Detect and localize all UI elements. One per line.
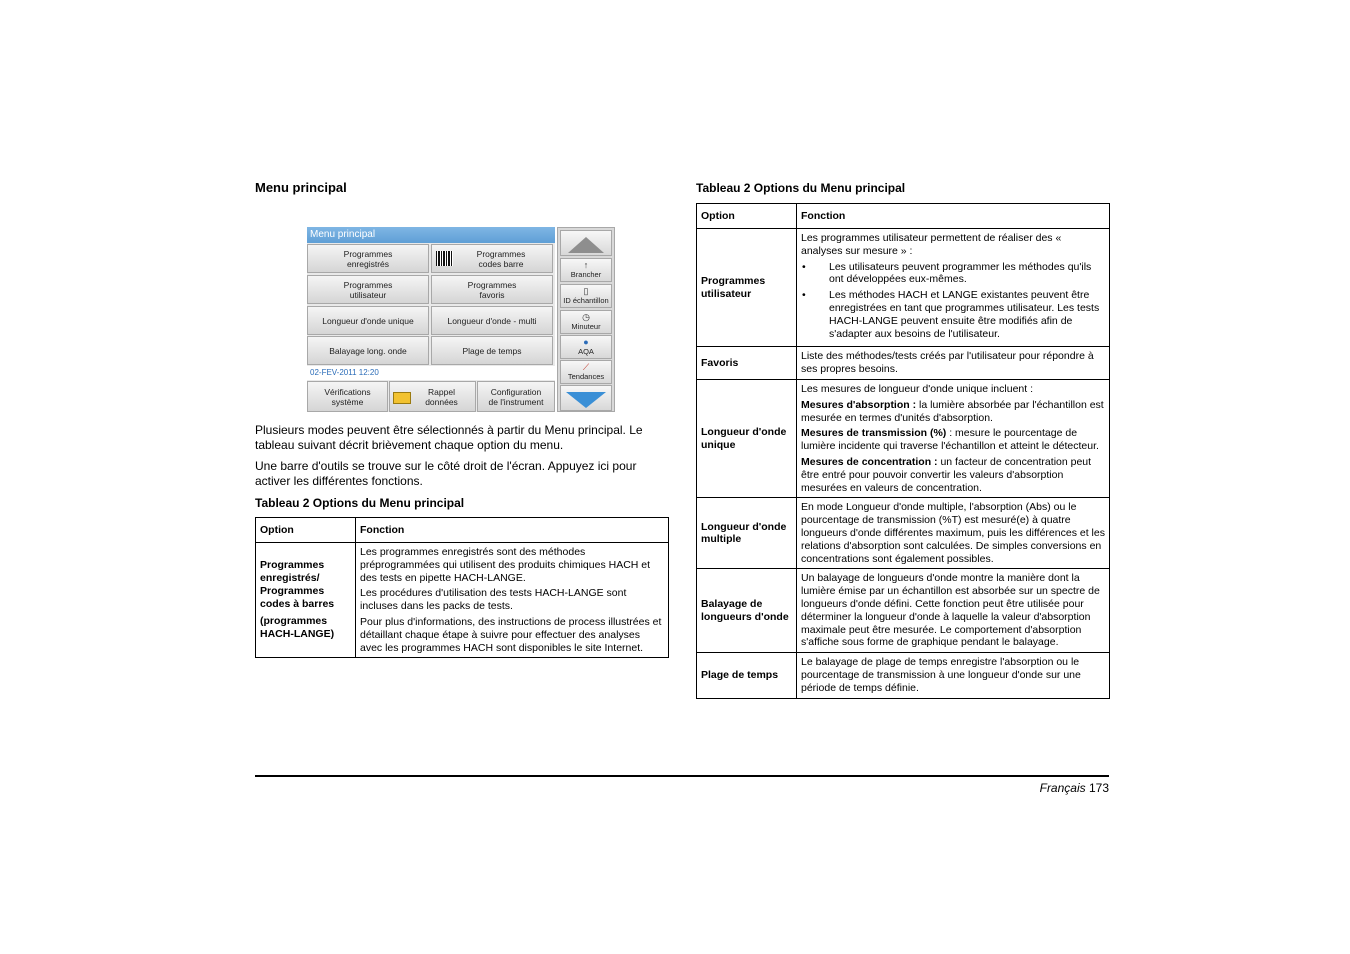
- time-course-button[interactable]: [431, 336, 553, 365]
- function-cell: [797, 379, 1110, 497]
- intro-paragraph: Plusieurs modes peuvent être sélectionnés à partir du Menu principal. Le tableau suivant décrit brièvement chaque option du menu.: [255, 423, 643, 452]
- description-text: [801, 427, 1105, 453]
- button-label-line1: Rappel: [428, 386, 455, 397]
- description-text: Les mesures de longueur d'onde unique incluent :: [801, 382, 1033, 395]
- button-label: Plage de temps: [462, 345, 522, 356]
- folder-icon: [393, 392, 411, 404]
- function-cell: [797, 653, 1110, 698]
- aqa-button[interactable]: [560, 335, 612, 359]
- screen-toolbar: [557, 227, 615, 412]
- option-note: (programmes HACH-LANGE): [260, 615, 335, 641]
- description-text: Liste des méthodes/tests créés par l'utilisateur pour répondre à ses propres besoins.: [801, 350, 1094, 376]
- description-text: [801, 399, 1105, 425]
- description-text: [801, 456, 1105, 494]
- option-cell: Favoris: [697, 347, 797, 380]
- description-text: En mode Longueur d'onde multiple, l'absorption (Abs) ou le pourcentage de transmission (%T) est mesuré(e) à quatre longueurs d'onde différentes maximum, puis les différences et les relations d'absorption sont calculées. De simples conversions en concentrations sont également possibles.: [801, 501, 1105, 565]
- term-text: : mesure le pourcentage de lumière incidente qui traverse l'échantillon et atteint le détecteur.: [801, 427, 1099, 453]
- table-row: [697, 379, 1110, 497]
- table-row: [697, 229, 1110, 347]
- toolbar-paragraph: Une barre d'outils se trouve sur le côté droit de l'écran. Appuyez ici pour activer les différentes fonctions.: [255, 459, 637, 488]
- timer-button[interactable]: [560, 310, 612, 334]
- term-text: la lumière absorbée par l'échantillon est mesurée en termes d'unités d'absorption.: [801, 398, 1104, 424]
- button-label-line2: codes barre: [478, 258, 524, 269]
- login-arrow-icon: ↑: [583, 260, 589, 270]
- header-option: Option: [256, 518, 356, 543]
- single-wavelength-button[interactable]: [307, 306, 429, 335]
- button-label: Longueur d'onde - multi: [447, 315, 537, 326]
- barcode-icon: [436, 251, 453, 266]
- table-row: [697, 498, 1110, 569]
- button-label-line2: système: [331, 396, 364, 407]
- instrument-setup-button[interactable]: [477, 381, 555, 412]
- footer-rule: [255, 775, 1109, 777]
- bullet-list: [801, 261, 1105, 341]
- description-text: Le balayage de plage de temps enregistre l'absorption ou le pourcentage de transmission à une longueur d'onde sur une période de temps définie.: [801, 656, 1081, 694]
- header-option: Option: [697, 204, 797, 229]
- function-cell: [356, 543, 669, 658]
- trends-button[interactable]: [560, 360, 612, 384]
- page-footer: [900, 781, 1109, 795]
- term-text: un facteur de concentration peut être entré pour pouvoir convertir les valeurs d'absorption mesurées en valeurs de concentration.: [801, 455, 1092, 494]
- table-row: [697, 569, 1110, 653]
- button-label-line1: Vérifications: [324, 386, 371, 397]
- screen-title-bar: Menu principal: [307, 227, 555, 243]
- button-label-line2: utilisateur: [349, 289, 387, 300]
- button-label-line2: enregistrés: [346, 258, 390, 269]
- option-cell: Balayage de longueurs d'onde: [697, 569, 797, 653]
- button-label-line1: Programmes: [343, 279, 393, 290]
- multi-wavelength-button[interactable]: [431, 306, 553, 335]
- button-label-line2: données: [425, 396, 458, 407]
- table-row: [697, 653, 1110, 698]
- button-label-line1: Programmes: [476, 248, 526, 259]
- right-table-caption: Tableau 2 Options du Menu principal: [696, 181, 906, 195]
- globe-icon: ●: [583, 337, 589, 347]
- sample-vial-icon: ▯: [583, 286, 589, 296]
- function-cell: [797, 347, 1110, 380]
- header-function: Fonction: [797, 204, 1110, 229]
- description-text: Les programmes utilisateur permettent de réaliser des « analyses sur mesure » :: [801, 232, 1062, 257]
- login-button[interactable]: [560, 258, 612, 282]
- option-cell: Longueur d'onde multiple: [697, 498, 797, 569]
- table-row: [256, 543, 669, 658]
- option-cell: Longueur d'onde unique: [697, 379, 797, 497]
- toolbar-label: Minuteur: [571, 322, 601, 331]
- button-label: Longueur d'onde unique: [322, 315, 414, 326]
- datetime-status: 02-FEV-2011 12:20: [307, 366, 555, 380]
- page-number: 173: [1088, 781, 1109, 795]
- term-label: Mesures d'absorption :: [801, 398, 917, 411]
- button-label-line2: favoris: [479, 289, 505, 300]
- toolbar-label: Tendances: [567, 372, 605, 381]
- toolbar-label: ID échantillon: [563, 296, 609, 305]
- system-checks-button[interactable]: [307, 381, 388, 412]
- table-row: [697, 347, 1110, 380]
- function-cell: [797, 229, 1110, 347]
- header-function: Fonction: [356, 518, 669, 543]
- option-cell: Programmes utilisateur: [697, 229, 797, 347]
- option-name: Programmes enregistrés/ Programmes codes à barres: [260, 559, 335, 610]
- options-table-left: [255, 517, 669, 658]
- button-label-line1: Configuration: [490, 386, 542, 397]
- option-cell: [256, 543, 356, 658]
- function-cell: [797, 498, 1110, 569]
- stored-programs-button[interactable]: [307, 244, 429, 273]
- arrow-down-icon: [566, 392, 606, 408]
- sample-id-button[interactable]: [560, 284, 612, 308]
- option-cell: Plage de temps: [697, 653, 797, 698]
- left-table-caption: Tableau 2 Options du Menu principal: [255, 496, 465, 510]
- timer-icon: ◷: [582, 312, 590, 322]
- description-text: Un balayage de longueurs d'onde montre la manière dont la lumière émise par un échantillon est absorbée sur un spectre de longueurs d'onde défini. Cette fonction peut être utilisée pour déterminer la longueur d'onde à laquelle la valeur d'absorption maximale peut être mesurée. Le comportement d'absorption s'affiche sous forme de graphique pendant le balayage.: [801, 572, 1100, 649]
- button-label-line2: de l'instrument: [488, 396, 544, 407]
- user-programs-button[interactable]: [307, 275, 429, 304]
- wavelength-scan-button[interactable]: [307, 336, 429, 365]
- options-table-right: [696, 203, 1110, 699]
- toolbar-label: Brancher: [570, 270, 602, 279]
- scroll-down-button[interactable]: [560, 385, 612, 411]
- button-label-line1: Programmes: [343, 248, 393, 259]
- description-text: Pour plus d'informations, des instructions de process illustrées et détaillant chaque étape à suivre pour effectuer des analyses avec les programmes HACH sont disponibles le site Internet.: [360, 615, 662, 654]
- list-item: • Les méthodes HACH et LANGE existantes peuvent être enregistrées en tant que programmes utilisateur. Les tests HACH-LANGE peuvent ensuite être modifiés afin de s'adapter aux besoins de l'utilisateur.: [801, 289, 1105, 340]
- scroll-up-button[interactable]: [560, 230, 612, 256]
- button-label: Balayage long. onde: [329, 345, 407, 356]
- function-cell: [797, 569, 1110, 653]
- term-label: Mesures de concentration :: [801, 455, 938, 468]
- main-menu-screenshot: [307, 227, 615, 412]
- arrow-up-icon: [568, 237, 604, 253]
- trend-chart-icon: ⟋: [582, 362, 590, 372]
- list-item: • Les utilisateurs peuvent programmer les méthodes qu'ils ont développées eux-mêmes.: [801, 261, 1105, 287]
- footer-language: Français: [1039, 781, 1086, 795]
- description-text: Les procédures d'utilisation des tests HACH-LANGE sont incluses dans les packs de tests.: [360, 587, 627, 613]
- barcode-programs-button[interactable]: [431, 244, 553, 273]
- section-heading: Menu principal: [255, 180, 347, 195]
- term-label: Mesures de transmission (%): [801, 427, 947, 440]
- favorite-programs-button[interactable]: [431, 275, 553, 304]
- screen-main-area: [307, 227, 555, 412]
- description-text: Les programmes enregistrés sont des méthodes préprogrammées qui utilisent des produits chimiques HACH et des tests en pipette HACH-LANGE.: [360, 546, 651, 584]
- toolbar-label: AQA: [578, 347, 594, 356]
- recall-data-button[interactable]: [389, 381, 476, 412]
- button-label-line1: Programmes: [467, 279, 517, 290]
